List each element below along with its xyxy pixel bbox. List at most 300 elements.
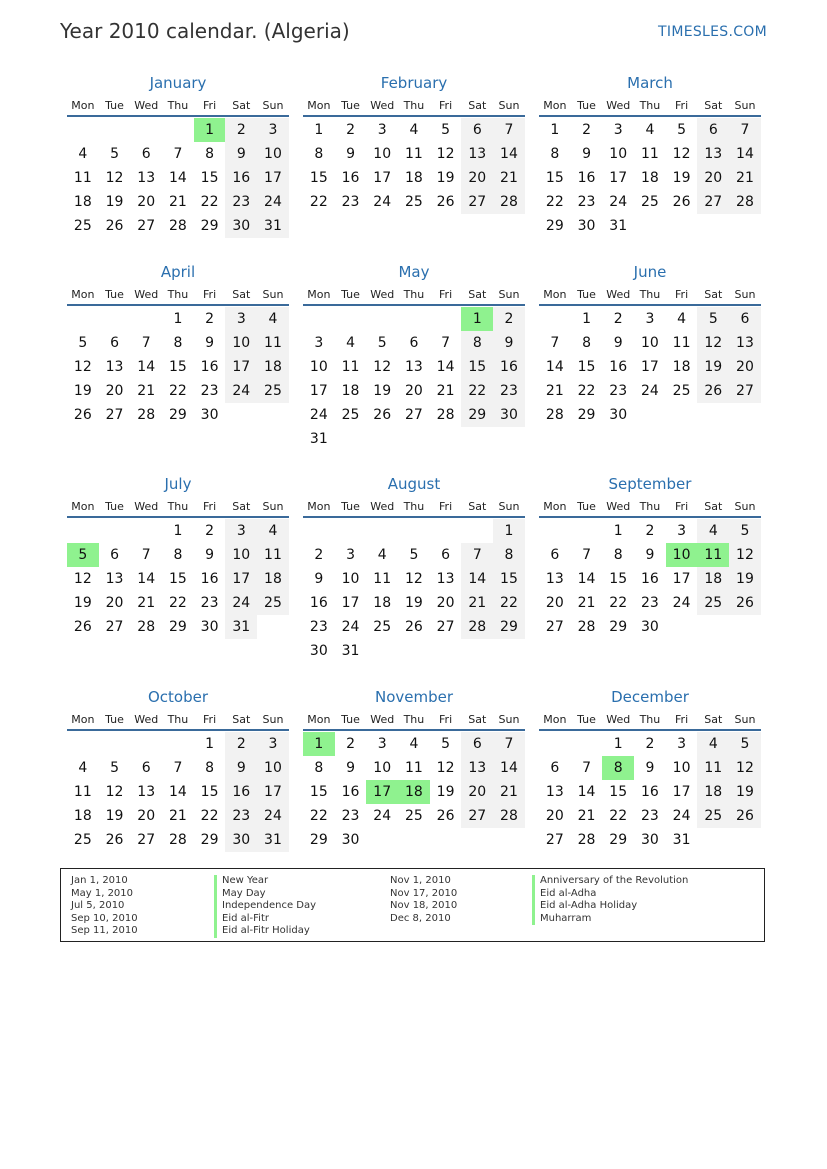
day-cell[interactable]: 8 xyxy=(493,543,525,567)
day-cell[interactable]: 31 xyxy=(341,643,360,659)
holiday-day-cell[interactable]: 18 xyxy=(398,780,430,804)
day-cell[interactable]: 18 xyxy=(73,808,92,824)
day-cell[interactable]: 29 xyxy=(577,407,596,423)
day-cell[interactable]: 21 xyxy=(545,383,564,399)
day-cell[interactable]: 12 xyxy=(73,571,92,587)
day-cell[interactable]: 5 xyxy=(409,547,419,563)
day-cell[interactable]: 17 xyxy=(341,595,360,611)
day-cell[interactable]: 24 xyxy=(257,190,289,214)
day-cell[interactable]: 3 xyxy=(377,736,387,752)
day-cell[interactable]: 9 xyxy=(346,146,355,162)
day-cell[interactable]: 23 xyxy=(577,194,596,210)
day-cell[interactable]: 14 xyxy=(577,784,596,800)
day-cell[interactable]: 21 xyxy=(461,591,493,615)
day-cell[interactable]: 11 xyxy=(73,784,92,800)
day-cell[interactable]: 30 xyxy=(225,828,257,852)
day-cell[interactable]: 26 xyxy=(729,804,761,828)
day-cell[interactable]: 16 xyxy=(225,780,257,804)
day-cell[interactable]: 10 xyxy=(257,142,289,166)
day-cell[interactable]: 4 xyxy=(78,760,88,776)
day-cell[interactable]: 4 xyxy=(697,519,729,543)
day-cell[interactable]: 19 xyxy=(729,780,761,804)
day-cell[interactable]: 12 xyxy=(404,571,423,587)
day-cell[interactable]: 18 xyxy=(672,359,691,375)
day-cell[interactable]: 12 xyxy=(697,331,729,355)
day-cell[interactable]: 17 xyxy=(225,567,257,591)
day-cell[interactable]: 1 xyxy=(550,122,560,138)
day-cell[interactable]: 8 xyxy=(173,335,183,351)
day-cell[interactable]: 3 xyxy=(225,307,257,331)
day-cell[interactable]: 19 xyxy=(105,194,124,210)
day-cell[interactable]: 5 xyxy=(441,122,451,138)
day-cell[interactable]: 16 xyxy=(309,595,328,611)
day-cell[interactable]: 25 xyxy=(341,407,360,423)
day-cell[interactable]: 21 xyxy=(577,595,596,611)
day-cell[interactable]: 7 xyxy=(141,335,151,351)
day-cell[interactable]: 28 xyxy=(493,190,525,214)
day-cell[interactable]: 24 xyxy=(373,194,392,210)
day-cell[interactable]: 13 xyxy=(137,784,156,800)
day-cell[interactable]: 2 xyxy=(582,122,591,138)
day-cell[interactable]: 28 xyxy=(137,407,156,423)
day-cell[interactable]: 16 xyxy=(577,170,596,186)
day-cell[interactable]: 16 xyxy=(493,355,525,379)
day-cell[interactable]: 14 xyxy=(729,142,761,166)
day-cell[interactable]: 30 xyxy=(309,643,328,659)
day-cell[interactable]: 31 xyxy=(257,828,289,852)
day-cell[interactable]: 12 xyxy=(105,170,124,186)
day-cell[interactable]: 23 xyxy=(200,595,219,611)
day-cell[interactable]: 7 xyxy=(729,118,761,142)
day-cell[interactable]: 8 xyxy=(461,331,493,355)
day-cell[interactable]: 26 xyxy=(105,218,124,234)
day-cell[interactable]: 14 xyxy=(168,784,187,800)
day-cell[interactable]: 14 xyxy=(577,571,596,587)
day-cell[interactable]: 10 xyxy=(373,760,392,776)
day-cell[interactable]: 27 xyxy=(137,218,156,234)
day-cell[interactable]: 24 xyxy=(341,619,360,635)
day-cell[interactable]: 17 xyxy=(257,780,289,804)
day-cell[interactable]: 7 xyxy=(582,760,591,776)
day-cell[interactable]: 7 xyxy=(461,543,493,567)
day-cell[interactable]: 2 xyxy=(225,732,257,756)
day-cell[interactable]: 8 xyxy=(314,146,324,162)
day-cell[interactable]: 18 xyxy=(404,170,423,186)
day-cell[interactable]: 2 xyxy=(346,122,355,138)
day-cell[interactable]: 30 xyxy=(640,832,659,848)
day-cell[interactable]: 2 xyxy=(613,311,623,327)
day-cell[interactable]: 23 xyxy=(493,379,525,403)
day-cell[interactable]: 8 xyxy=(613,547,623,563)
day-cell[interactable]: 14 xyxy=(436,359,455,375)
day-cell[interactable]: 30 xyxy=(493,403,525,427)
day-cell[interactable]: 21 xyxy=(168,194,187,210)
day-cell[interactable]: 10 xyxy=(373,146,392,162)
day-cell[interactable]: 17 xyxy=(257,166,289,190)
day-cell[interactable]: 10 xyxy=(257,756,289,780)
day-cell[interactable]: 21 xyxy=(577,808,596,824)
day-cell[interactable]: 12 xyxy=(373,359,392,375)
day-cell[interactable]: 29 xyxy=(168,619,187,635)
day-cell[interactable]: 15 xyxy=(309,170,328,186)
day-cell[interactable]: 25 xyxy=(640,194,659,210)
day-cell[interactable]: 6 xyxy=(141,146,151,162)
day-cell[interactable]: 22 xyxy=(609,595,628,611)
day-cell[interactable]: 9 xyxy=(613,335,623,351)
day-cell[interactable]: 9 xyxy=(645,760,655,776)
day-cell[interactable]: 3 xyxy=(645,311,655,327)
day-cell[interactable]: 26 xyxy=(697,379,729,403)
day-cell[interactable]: 5 xyxy=(78,335,88,351)
day-cell[interactable]: 27 xyxy=(404,407,423,423)
day-cell[interactable]: 11 xyxy=(404,146,423,162)
day-cell[interactable]: 22 xyxy=(577,383,596,399)
day-cell[interactable]: 20 xyxy=(545,808,564,824)
holiday-day-cell[interactable]: 11 xyxy=(697,543,729,567)
day-cell[interactable]: 17 xyxy=(640,359,659,375)
day-cell[interactable]: 23 xyxy=(341,194,360,210)
day-cell[interactable]: 23 xyxy=(640,808,659,824)
day-cell[interactable]: 9 xyxy=(205,335,215,351)
day-cell[interactable]: 15 xyxy=(200,170,219,186)
day-cell[interactable]: 13 xyxy=(461,142,493,166)
day-cell[interactable]: 22 xyxy=(461,379,493,403)
holiday-day-cell[interactable]: 8 xyxy=(602,756,634,780)
day-cell[interactable]: 4 xyxy=(697,732,729,756)
day-cell[interactable]: 25 xyxy=(672,383,691,399)
day-cell[interactable]: 16 xyxy=(609,359,628,375)
day-cell[interactable]: 14 xyxy=(493,756,525,780)
holiday-day-cell[interactable]: 10 xyxy=(666,543,698,567)
day-cell[interactable]: 19 xyxy=(436,170,455,186)
day-cell[interactable]: 29 xyxy=(609,619,628,635)
day-cell[interactable]: 8 xyxy=(550,146,560,162)
day-cell[interactable]: 15 xyxy=(309,784,328,800)
day-cell[interactable]: 3 xyxy=(257,732,289,756)
day-cell[interactable]: 27 xyxy=(697,190,729,214)
holiday-day-cell[interactable]: 5 xyxy=(67,543,99,567)
day-cell[interactable]: 6 xyxy=(697,118,729,142)
day-cell[interactable]: 26 xyxy=(404,619,423,635)
day-cell[interactable]: 30 xyxy=(225,214,257,238)
day-cell[interactable]: 12 xyxy=(729,756,761,780)
day-cell[interactable]: 28 xyxy=(168,832,187,848)
day-cell[interactable]: 21 xyxy=(137,595,156,611)
day-cell[interactable]: 23 xyxy=(609,383,628,399)
day-cell[interactable]: 3 xyxy=(677,736,687,752)
day-cell[interactable]: 6 xyxy=(461,118,493,142)
day-cell[interactable]: 27 xyxy=(545,619,564,635)
day-cell[interactable]: 15 xyxy=(493,567,525,591)
day-cell[interactable]: 6 xyxy=(110,547,119,563)
day-cell[interactable]: 17 xyxy=(609,170,628,186)
day-cell[interactable]: 9 xyxy=(314,571,324,587)
day-cell[interactable]: 29 xyxy=(200,832,219,848)
day-cell[interactable]: 20 xyxy=(137,194,156,210)
day-cell[interactable]: 20 xyxy=(137,808,156,824)
day-cell[interactable]: 12 xyxy=(105,784,124,800)
day-cell[interactable]: 5 xyxy=(677,122,687,138)
day-cell[interactable]: 13 xyxy=(729,331,761,355)
day-cell[interactable]: 21 xyxy=(493,166,525,190)
day-cell[interactable]: 4 xyxy=(677,311,687,327)
day-cell[interactable]: 18 xyxy=(341,383,360,399)
day-cell[interactable]: 7 xyxy=(173,760,183,776)
day-cell[interactable]: 28 xyxy=(493,804,525,828)
day-cell[interactable]: 9 xyxy=(346,760,355,776)
day-cell[interactable]: 22 xyxy=(309,808,328,824)
day-cell[interactable]: 3 xyxy=(613,122,623,138)
day-cell[interactable]: 6 xyxy=(409,335,419,351)
day-cell[interactable]: 15 xyxy=(577,359,596,375)
day-cell[interactable]: 8 xyxy=(314,760,324,776)
day-cell[interactable]: 15 xyxy=(545,170,564,186)
day-cell[interactable]: 5 xyxy=(697,307,729,331)
day-cell[interactable]: 8 xyxy=(582,335,591,351)
day-cell[interactable]: 13 xyxy=(404,359,423,375)
day-cell[interactable]: 28 xyxy=(461,615,493,639)
day-cell[interactable]: 28 xyxy=(577,832,596,848)
day-cell[interactable]: 9 xyxy=(225,756,257,780)
day-cell[interactable]: 14 xyxy=(493,142,525,166)
day-cell[interactable]: 11 xyxy=(341,359,360,375)
day-cell[interactable]: 11 xyxy=(373,571,392,587)
day-cell[interactable]: 19 xyxy=(436,784,455,800)
day-cell[interactable]: 31 xyxy=(257,214,289,238)
day-cell[interactable]: 1 xyxy=(493,519,525,543)
day-cell[interactable]: 16 xyxy=(640,571,659,587)
day-cell[interactable]: 26 xyxy=(436,808,455,824)
day-cell[interactable]: 21 xyxy=(436,383,455,399)
day-cell[interactable]: 26 xyxy=(729,591,761,615)
day-cell[interactable]: 10 xyxy=(225,543,257,567)
day-cell[interactable]: 10 xyxy=(609,146,628,162)
day-cell[interactable]: 9 xyxy=(582,146,591,162)
day-cell[interactable]: 18 xyxy=(257,567,289,591)
day-cell[interactable]: 6 xyxy=(461,732,493,756)
day-cell[interactable]: 13 xyxy=(545,784,564,800)
day-cell[interactable]: 14 xyxy=(545,359,564,375)
day-cell[interactable]: 20 xyxy=(461,780,493,804)
day-cell[interactable]: 26 xyxy=(672,194,691,210)
day-cell[interactable]: 2 xyxy=(205,523,215,539)
day-cell[interactable]: 28 xyxy=(545,407,564,423)
day-cell[interactable]: 24 xyxy=(309,407,328,423)
day-cell[interactable]: 5 xyxy=(729,519,761,543)
day-cell[interactable]: 2 xyxy=(225,118,257,142)
day-cell[interactable]: 7 xyxy=(493,732,525,756)
day-cell[interactable]: 23 xyxy=(225,804,257,828)
day-cell[interactable]: 28 xyxy=(577,619,596,635)
day-cell[interactable]: 8 xyxy=(205,146,215,162)
day-cell[interactable]: 1 xyxy=(205,736,215,752)
day-cell[interactable]: 21 xyxy=(168,808,187,824)
day-cell[interactable]: 20 xyxy=(697,166,729,190)
day-cell[interactable]: 22 xyxy=(200,808,219,824)
day-cell[interactable]: 11 xyxy=(257,543,289,567)
day-cell[interactable]: 19 xyxy=(73,383,92,399)
day-cell[interactable]: 13 xyxy=(461,756,493,780)
day-cell[interactable]: 2 xyxy=(645,736,655,752)
day-cell[interactable]: 21 xyxy=(729,166,761,190)
day-cell[interactable]: 29 xyxy=(309,832,328,848)
day-cell[interactable]: 30 xyxy=(609,407,628,423)
day-cell[interactable]: 3 xyxy=(257,118,289,142)
day-cell[interactable]: 10 xyxy=(309,359,328,375)
day-cell[interactable]: 26 xyxy=(436,194,455,210)
day-cell[interactable]: 17 xyxy=(672,784,691,800)
day-cell[interactable]: 9 xyxy=(225,142,257,166)
day-cell[interactable]: 13 xyxy=(697,142,729,166)
day-cell[interactable]: 24 xyxy=(225,379,257,403)
day-cell[interactable]: 31 xyxy=(609,218,628,234)
day-cell[interactable]: 23 xyxy=(200,383,219,399)
day-cell[interactable]: 22 xyxy=(168,595,187,611)
day-cell[interactable]: 5 xyxy=(377,335,387,351)
day-cell[interactable]: 27 xyxy=(436,619,455,635)
day-cell[interactable]: 30 xyxy=(200,407,219,423)
day-cell[interactable]: 4 xyxy=(257,519,289,543)
day-cell[interactable]: 7 xyxy=(173,146,183,162)
day-cell[interactable]: 23 xyxy=(341,808,360,824)
day-cell[interactable]: 3 xyxy=(225,519,257,543)
day-cell[interactable]: 30 xyxy=(577,218,596,234)
day-cell[interactable]: 15 xyxy=(168,571,187,587)
day-cell[interactable]: 9 xyxy=(645,547,655,563)
day-cell[interactable]: 16 xyxy=(225,166,257,190)
day-cell[interactable]: 29 xyxy=(493,615,525,639)
day-cell[interactable]: 6 xyxy=(441,547,451,563)
day-cell[interactable]: 26 xyxy=(73,619,92,635)
day-cell[interactable]: 13 xyxy=(545,571,564,587)
day-cell[interactable]: 25 xyxy=(73,218,92,234)
day-cell[interactable]: 9 xyxy=(205,547,215,563)
day-cell[interactable]: 4 xyxy=(257,307,289,331)
day-cell[interactable]: 4 xyxy=(78,146,88,162)
day-cell[interactable]: 16 xyxy=(200,571,219,587)
day-cell[interactable]: 6 xyxy=(550,547,560,563)
day-cell[interactable]: 13 xyxy=(105,571,124,587)
day-cell[interactable]: 22 xyxy=(545,194,564,210)
day-cell[interactable]: 28 xyxy=(137,619,156,635)
day-cell[interactable]: 25 xyxy=(373,619,392,635)
day-cell[interactable]: 29 xyxy=(545,218,564,234)
day-cell[interactable]: 4 xyxy=(409,122,419,138)
day-cell[interactable]: 8 xyxy=(173,547,183,563)
day-cell[interactable]: 15 xyxy=(200,784,219,800)
day-cell[interactable]: 24 xyxy=(225,591,257,615)
day-cell[interactable]: 13 xyxy=(105,359,124,375)
day-cell[interactable]: 19 xyxy=(73,595,92,611)
day-cell[interactable]: 25 xyxy=(73,832,92,848)
day-cell[interactable]: 12 xyxy=(436,146,455,162)
day-cell[interactable]: 30 xyxy=(341,832,360,848)
day-cell[interactable]: 12 xyxy=(672,146,691,162)
day-cell[interactable]: 22 xyxy=(309,194,328,210)
day-cell[interactable]: 20 xyxy=(404,383,423,399)
day-cell[interactable]: 17 xyxy=(672,571,691,587)
day-cell[interactable]: 18 xyxy=(73,194,92,210)
day-cell[interactable]: 27 xyxy=(729,379,761,403)
day-cell[interactable]: 14 xyxy=(461,567,493,591)
day-cell[interactable]: 17 xyxy=(309,383,328,399)
day-cell[interactable]: 18 xyxy=(640,170,659,186)
day-cell[interactable]: 6 xyxy=(550,760,560,776)
day-cell[interactable]: 7 xyxy=(493,118,525,142)
day-cell[interactable]: 12 xyxy=(729,543,761,567)
day-cell[interactable]: 20 xyxy=(105,383,124,399)
day-cell[interactable]: 19 xyxy=(373,383,392,399)
day-cell[interactable]: 30 xyxy=(200,619,219,635)
day-cell[interactable]: 1 xyxy=(613,736,623,752)
day-cell[interactable]: 14 xyxy=(137,359,156,375)
day-cell[interactable]: 2 xyxy=(645,523,655,539)
day-cell[interactable]: 29 xyxy=(609,832,628,848)
day-cell[interactable]: 5 xyxy=(441,736,451,752)
day-cell[interactable]: 31 xyxy=(672,832,691,848)
day-cell[interactable]: 25 xyxy=(404,808,423,824)
day-cell[interactable]: 24 xyxy=(640,383,659,399)
day-cell[interactable]: 7 xyxy=(550,335,560,351)
day-cell[interactable]: 26 xyxy=(373,407,392,423)
day-cell[interactable]: 2 xyxy=(346,736,355,752)
day-cell[interactable]: 3 xyxy=(677,523,687,539)
day-cell[interactable]: 9 xyxy=(493,331,525,355)
day-cell[interactable]: 10 xyxy=(341,571,360,587)
day-cell[interactable]: 19 xyxy=(105,808,124,824)
day-cell[interactable]: 2 xyxy=(493,307,525,331)
day-cell[interactable]: 1 xyxy=(314,122,324,138)
day-cell[interactable]: 20 xyxy=(436,595,455,611)
day-cell[interactable]: 24 xyxy=(609,194,628,210)
day-cell[interactable]: 15 xyxy=(609,784,628,800)
day-cell[interactable]: 1 xyxy=(613,523,623,539)
day-cell[interactable]: 6 xyxy=(110,335,119,351)
day-cell[interactable]: 14 xyxy=(168,170,187,186)
day-cell[interactable]: 1 xyxy=(173,311,183,327)
day-cell[interactable]: 18 xyxy=(257,355,289,379)
day-cell[interactable]: 1 xyxy=(173,523,183,539)
day-cell[interactable]: 23 xyxy=(225,190,257,214)
holiday-day-cell[interactable]: 1 xyxy=(303,732,335,756)
day-cell[interactable]: 11 xyxy=(73,170,92,186)
day-cell[interactable]: 16 xyxy=(640,784,659,800)
day-cell[interactable]: 1 xyxy=(582,311,591,327)
day-cell[interactable]: 31 xyxy=(225,615,257,639)
day-cell[interactable]: 11 xyxy=(257,331,289,355)
day-cell[interactable]: 11 xyxy=(640,146,659,162)
day-cell[interactable]: 5 xyxy=(110,146,119,162)
day-cell[interactable]: 30 xyxy=(640,619,659,635)
day-cell[interactable]: 27 xyxy=(461,190,493,214)
day-cell[interactable]: 10 xyxy=(672,760,691,776)
day-cell[interactable]: 4 xyxy=(645,122,655,138)
day-cell[interactable]: 4 xyxy=(346,335,355,351)
day-cell[interactable]: 20 xyxy=(461,166,493,190)
day-cell[interactable]: 15 xyxy=(168,359,187,375)
day-cell[interactable]: 17 xyxy=(373,170,392,186)
day-cell[interactable]: 22 xyxy=(493,591,525,615)
day-cell[interactable]: 28 xyxy=(168,218,187,234)
day-cell[interactable]: 21 xyxy=(493,780,525,804)
day-cell[interactable]: 31 xyxy=(309,431,328,447)
day-cell[interactable]: 25 xyxy=(257,379,289,403)
day-cell[interactable]: 5 xyxy=(110,760,119,776)
day-cell[interactable]: 24 xyxy=(373,808,392,824)
day-cell[interactable]: 24 xyxy=(672,595,691,611)
day-cell[interactable]: 8 xyxy=(205,760,215,776)
day-cell[interactable]: 10 xyxy=(640,335,659,351)
